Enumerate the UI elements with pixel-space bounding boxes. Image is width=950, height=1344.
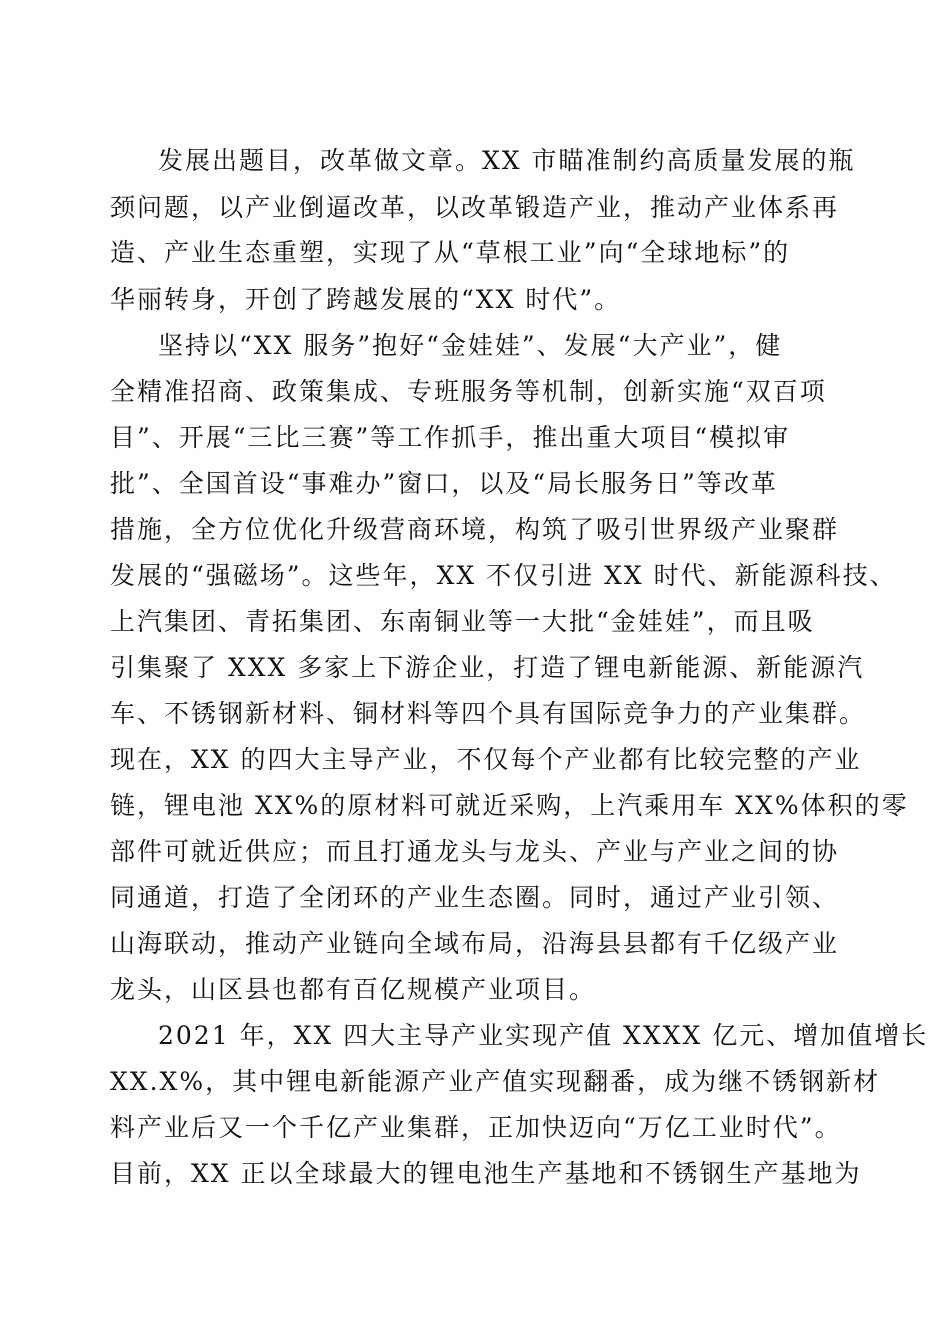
paragraph-3-line-3: 料产业后又一个千亿产业集群，正加快迈向“万亿工业时代”。 <box>110 1113 842 1142</box>
paragraph-2-line-13: 同通道，打造了全闭环的产业生态圈。同时，通过产业引领、 <box>110 883 840 912</box>
paragraph-3-line-1: 2021 年，XX 四大主导产业实现产值 XXXX 亿元、增加值增长 <box>158 1021 929 1050</box>
paragraph-2-line-15: 龙头，山区县也都有百亿规模产业项目。 <box>110 975 597 1004</box>
paragraph-3-line-4: 目前，XX 正以全球最大的锂电池生产基地和不锈钢生产基地为 <box>110 1159 862 1188</box>
paragraph-2-line-12: 部件可就近供应；而且打通龙头与龙头、产业与产业之间的协 <box>110 837 840 866</box>
paragraph-2-line-8: 引集聚了 XXX 多家上下游企业，打造了锂电新能源、新能源汽 <box>110 653 865 682</box>
paragraph-2-line-3: 目”、开展“三比三赛”等工作抓手，推出重大项目“模拟审 <box>110 423 791 452</box>
paragraph-2-line-14: 山海联动，推动产业链向全域布局，沿海县县都有千亿级产业 <box>110 929 840 958</box>
paragraph-3-line-2: XX.X%，其中锂电新能源产业产值实现翻番，成为继不锈钢新材 <box>110 1067 881 1096</box>
paragraph-2-line-6: 发展的“强磁场”。这些年，XX 不仅引进 XX 时代、新能源科技、 <box>110 561 897 590</box>
paragraph-1-line-1: 发展出题目，改革做文章。XX 市瞄准制约高质量发展的瓶 <box>158 146 856 175</box>
paragraph-2-line-5: 措施，全方位优化升级营商环境，构筑了吸引世界级产业聚群 <box>110 515 840 544</box>
paragraph-2-line-1: 坚持以“XX 服务”抱好“金娃娃”、发展“大产业”，健 <box>158 331 783 360</box>
paragraph-2-line-11: 链，锂电池 XX%的原材料可就近采购，上汽乘用车 XX%体积的零 <box>110 791 909 820</box>
paragraph-1-line-3: 造、产业生态重塑，实现了从“草根工业”向“全球地标”的 <box>110 238 791 267</box>
paragraph-2-line-10: 现在，XX 的四大主导产业，不仅每个产业都有比较完整的产业 <box>110 745 862 774</box>
paragraph-2-line-9: 车、不锈钢新材料、铜材料等四个具有国际竞争力的产业集群。 <box>110 699 867 728</box>
paragraph-1-line-2: 颈问题，以产业倒逼改革，以改革锻造产业，推动产业体系再 <box>110 193 840 222</box>
paragraph-1-line-4: 华丽转身，开创了跨越发展的“XX 时代”。 <box>110 285 622 314</box>
paragraph-2-line-4: 批”、全国首设“事难办”窗口，以及“局长服务日”等改革 <box>110 469 778 498</box>
paragraph-2-line-7: 上汽集团、青拓集团、东南铜业等一大批“金娃娃”，而且吸 <box>110 607 815 636</box>
paragraph-2-line-2: 全精准招商、政策集成、专班服务等机制，创新实施“双百项 <box>110 377 827 406</box>
